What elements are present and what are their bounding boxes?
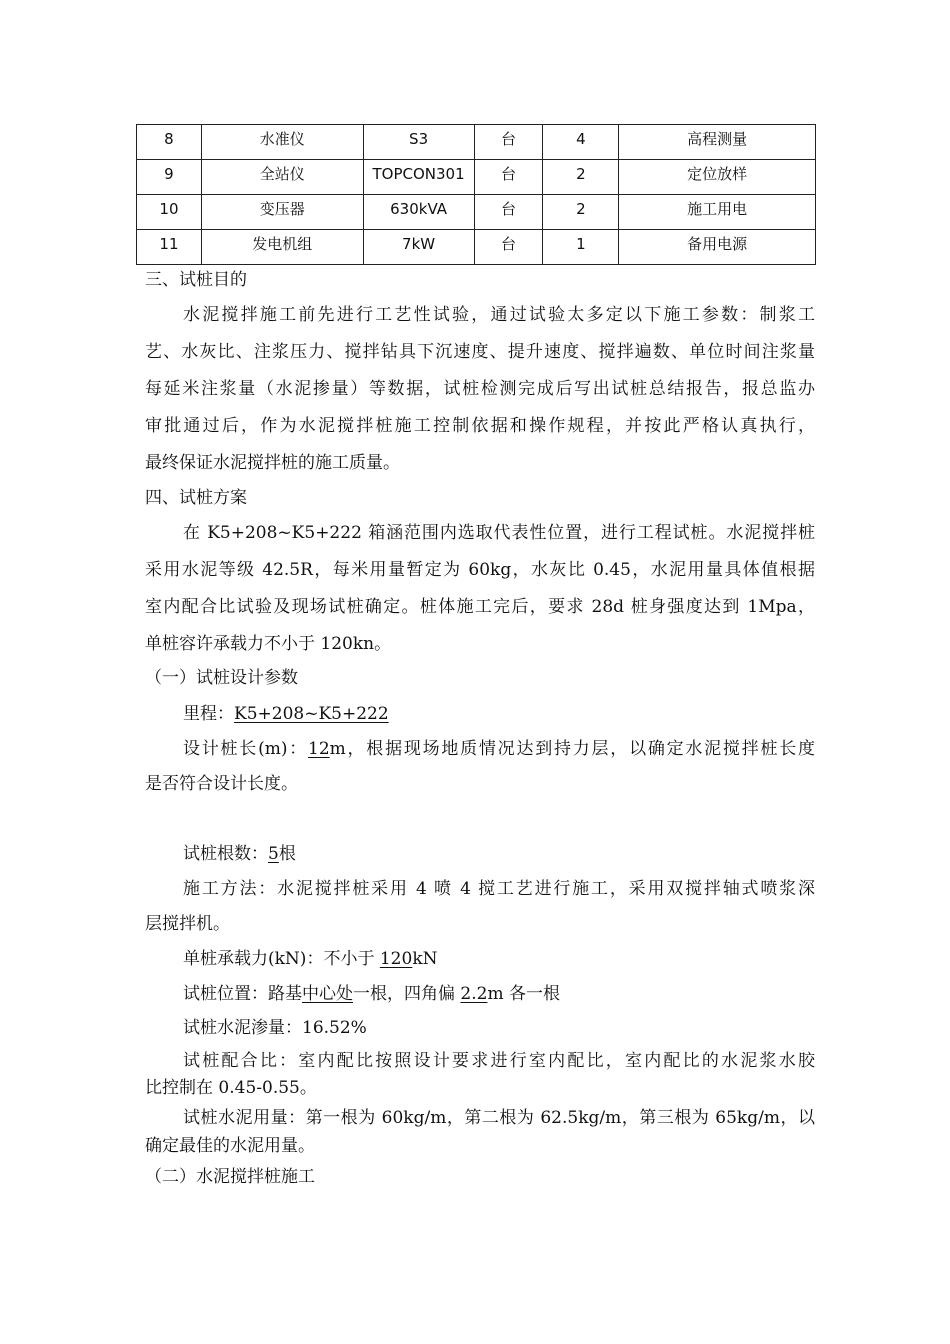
paragraph-line: 确定最佳的水泥用量。 [145, 1136, 315, 1156]
equipment-name: 变压器 [201, 195, 363, 230]
equipment-name: 全站仪 [201, 160, 363, 195]
equipment-use: 施工用电 [619, 195, 816, 230]
pile-count-unit: 根 [278, 844, 296, 864]
paragraph-line: 最终保证水泥搅拌桩的施工质量。 [145, 453, 400, 473]
pile-count-line [183, 842, 815, 866]
mileage-value: K5+208~K5+222 [234, 704, 389, 724]
table-row [137, 230, 816, 265]
capacity-value: 120 [379, 949, 413, 969]
pile-count-label: 试桩根数： [183, 844, 268, 864]
equipment-unit: 台 [474, 230, 543, 265]
equipment-table-body [137, 125, 816, 265]
equipment-unit: 台 [474, 195, 543, 230]
position-text: m 各一根 [487, 984, 560, 1004]
mileage-line [183, 702, 815, 726]
section-heading: 四、试桩方案 [145, 488, 247, 508]
paragraph-line: 审批通过后，作为水泥搅拌桩施工控制依据和操作规程，并按此严格认真执行， [145, 416, 815, 436]
design-length-value: 12 [308, 739, 330, 759]
equipment-use: 定位放样 [619, 160, 816, 195]
table-row [137, 195, 816, 230]
paragraph-line: 采用水泥等级 42.5R，每米用量暂定为 60kg，水灰比 0.45，水泥用量具体值根据 [145, 560, 815, 580]
equipment-quantity: 2 [543, 195, 619, 230]
capacity-unit: kN [412, 949, 438, 969]
paragraph-line: 试桩配合比：室内配比按照设计要求进行室内配比，室内配比的水泥浆水胶 [183, 1051, 815, 1071]
paragraph-line: 在 K5+208~K5+222 箱涵范围内选取代表性位置，进行工程试桩。水泥搅拌桩 [183, 523, 815, 543]
paragraph-line: 试桩水泥渗量：16.52% [183, 1018, 367, 1038]
paragraph-line: 室内配合比试验及现场试桩确定。桩体施工完后，要求 28d 桩身强度达到 1Mpa， [145, 597, 815, 617]
equipment-name: 水准仪 [201, 125, 363, 160]
position-text: 一根，四角偏 [353, 984, 461, 1004]
equipment-quantity: 4 [543, 125, 619, 160]
paragraph-line: 试桩水泥用量：第一根为 60kg/m，第二根为 62.5kg/m，第三根为 65kg/m，以 [183, 1108, 815, 1128]
table-row [137, 125, 816, 160]
equipment-model: S3 [363, 125, 474, 160]
equipment-model: 7kW [363, 230, 474, 265]
equipment-use: 备用电源 [619, 230, 816, 265]
design-length-text: m，根据现场地质情况达到持力层，以确定水泥搅拌桩长度 [329, 739, 815, 759]
design-length-label: 设计桩长(m)： [183, 739, 308, 759]
equipment-use: 高程测量 [619, 125, 816, 160]
equipment-model: TOPCON301 [363, 160, 474, 195]
equipment-model: 630kVA [363, 195, 474, 230]
mileage-label: 里程： [183, 704, 234, 724]
pile-count-value: 5 [268, 844, 279, 864]
paragraph-line: 单桩容许承载力不小于 120kn。 [145, 634, 392, 654]
paragraph-line: 比控制在 0.45-0.55。 [145, 1078, 317, 1098]
position-center: 中心处 [302, 984, 353, 1004]
position-line [183, 982, 815, 1006]
row-number: 9 [137, 160, 202, 195]
paragraph-line: 艺、水灰比、注浆压力、搅拌钻具下沉速度、提升速度、搅拌遍数、单位时间注浆量 [145, 342, 815, 362]
equipment-quantity: 2 [543, 160, 619, 195]
position-text: 试桩位置：路基 [183, 984, 302, 1004]
row-number: 10 [137, 195, 202, 230]
subsection-heading: （二）水泥搅拌桩施工 [145, 1167, 315, 1187]
position-offset: 2.2 [460, 984, 488, 1004]
capacity-line [183, 947, 815, 971]
paragraph-line: 施工方法：水泥搅拌桩采用 4 喷 4 搅工艺进行施工，采用双搅拌轴式喷浆深 [183, 879, 815, 899]
paragraph-line: 是否符合设计长度。 [145, 774, 298, 794]
equipment-unit: 台 [474, 160, 543, 195]
equipment-name: 发电机组 [201, 230, 363, 265]
paragraph-line: 每延米注浆量（水泥掺量）等数据，试桩检测完成后写出试桩总结报告，报总监办 [145, 379, 815, 399]
capacity-label: 单桩承载力(kN)：不小于 [183, 949, 380, 969]
design-length-line [183, 737, 815, 761]
row-number: 8 [137, 125, 202, 160]
row-number: 11 [137, 230, 202, 265]
paragraph-line: 水泥搅拌施工前先进行工艺性试验，通过试验太多定以下施工参数：制浆工 [183, 305, 815, 325]
equipment-quantity: 1 [543, 230, 619, 265]
subsection-heading: （一）试桩设计参数 [145, 668, 298, 688]
section-heading: 三、试桩目的 [145, 270, 247, 290]
equipment-unit: 台 [474, 125, 543, 160]
equipment-table [136, 124, 816, 265]
table-row [137, 160, 816, 195]
paragraph-line: 层搅拌机。 [145, 914, 230, 934]
